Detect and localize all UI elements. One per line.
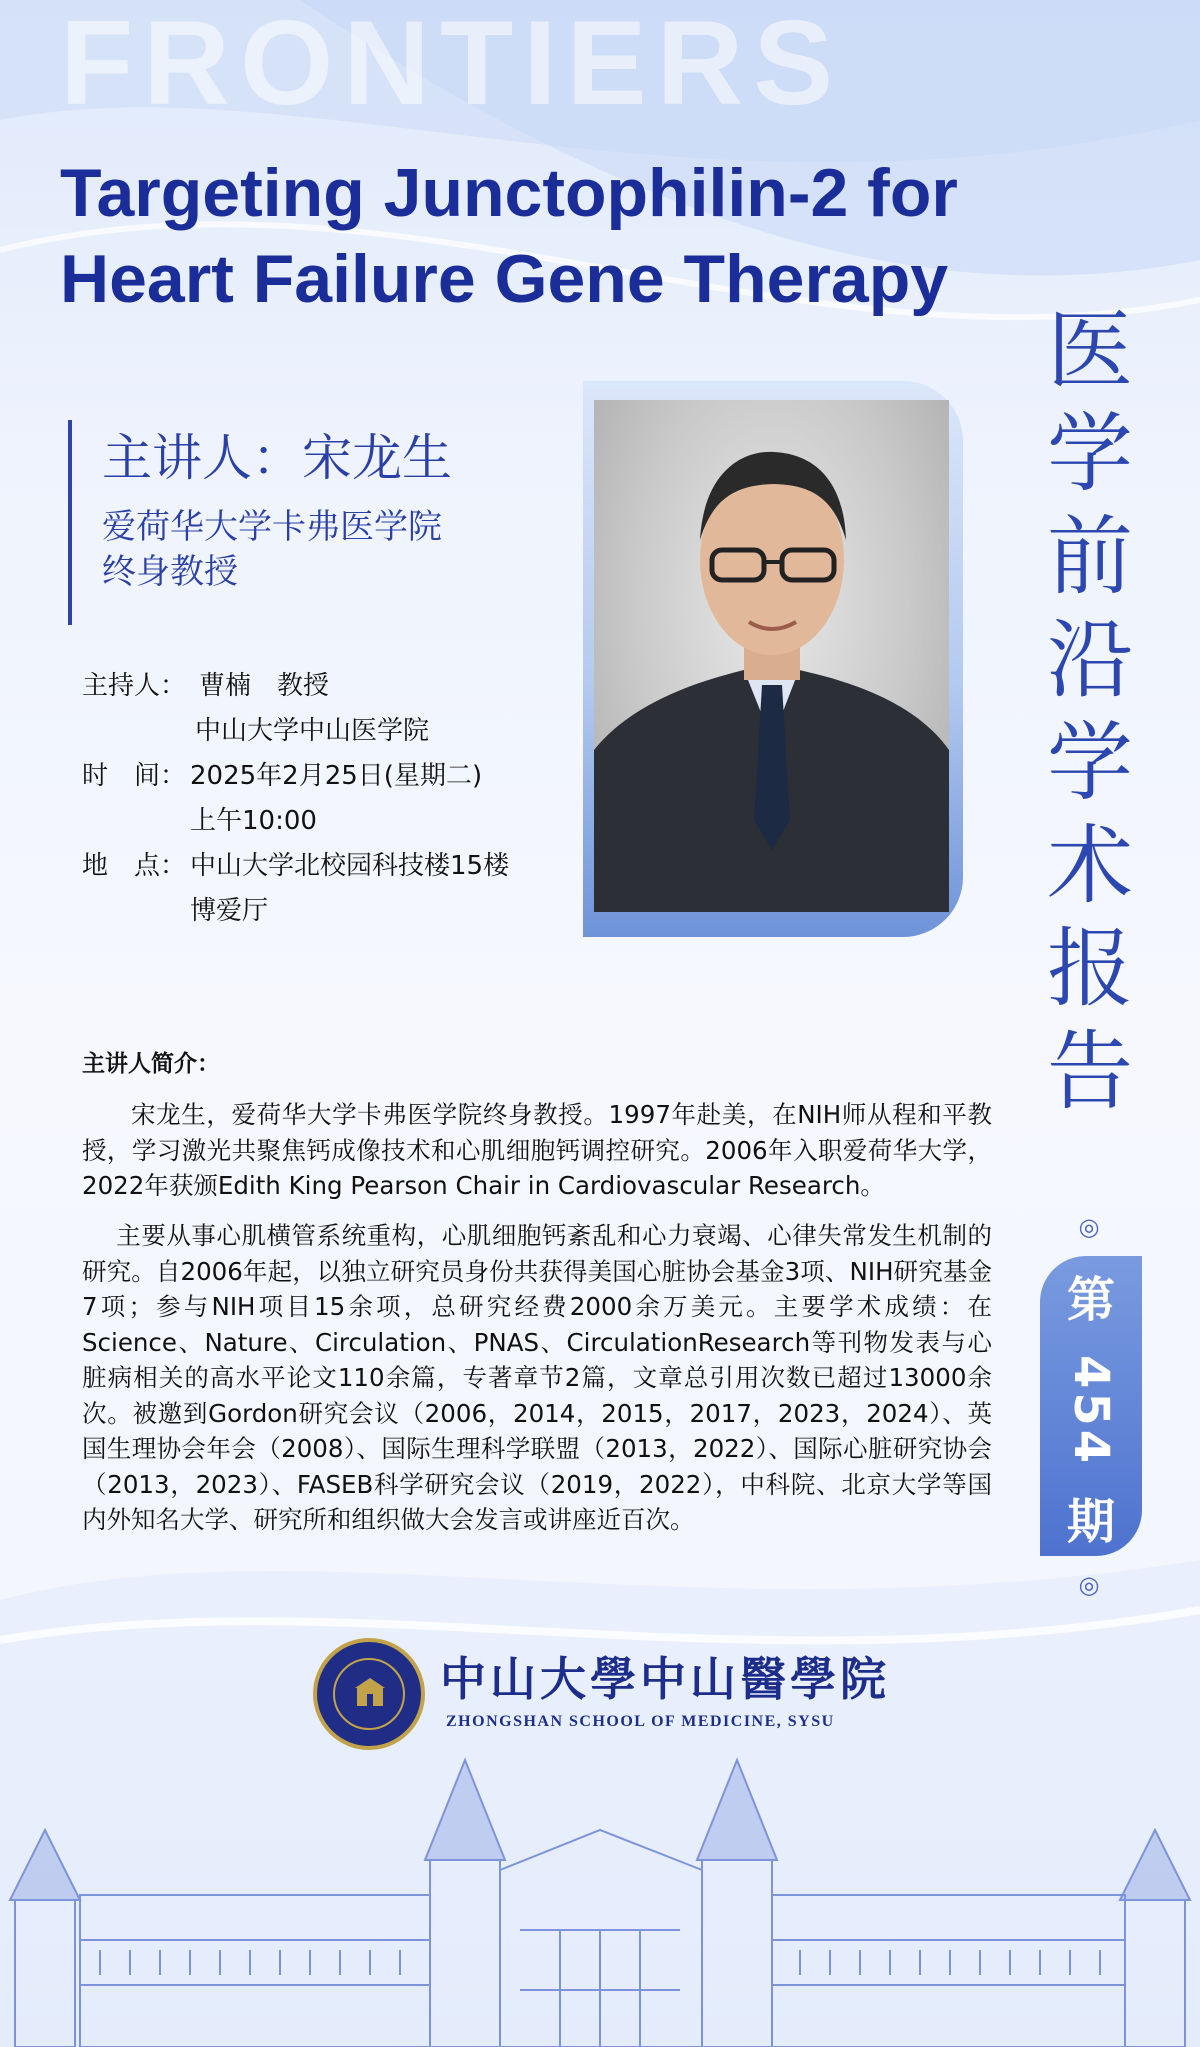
host-value: 曹楠 教授 <box>199 671 330 701</box>
series-title-char: 术 <box>1047 816 1133 916</box>
speaker-name: 主讲人：宋龙生 <box>102 429 452 487</box>
host-label: 主持人： <box>82 671 187 701</box>
speaker-photo <box>594 400 949 912</box>
series-title-char: 学 <box>1047 404 1133 504</box>
host-row <box>82 665 329 702</box>
series-title-char: 告 <box>1047 1022 1133 1122</box>
intro-heading: 主讲人简介： <box>82 1051 220 1077</box>
speaker-accent-bar <box>68 420 72 625</box>
school-name-english: ZHONGSHAN SCHOOL OF MEDICINE, SYSU <box>446 1713 835 1730</box>
talk-title-line2: Heart Failure Gene Therapy <box>60 241 949 317</box>
issue-suffix: 期 <box>1066 1494 1115 1550</box>
talk-title <box>60 150 1060 322</box>
series-title-char: 前 <box>1047 507 1133 607</box>
series-title-char: 报 <box>1047 919 1133 1019</box>
series-title-char: 沿 <box>1047 610 1133 710</box>
speaker-affiliation-line1: 爱荷华大学卡弗医学院 <box>102 507 442 547</box>
place-row <box>82 845 509 882</box>
school-name-chinese: 中山大學中山醫學院 <box>440 1652 890 1706</box>
time-value-2: 上午10:00 <box>190 806 317 836</box>
ring-icon: ◎ <box>1078 1571 1100 1599</box>
time-value: 2025年2月25日(星期二) <box>190 761 483 791</box>
speaker-affiliation-line2: 终身教授 <box>102 552 238 592</box>
intro-paragraph-1: 宋龙生，爱荷华大学卡弗医学院终身教授。1997年赴美，在NIH师从程和平教授，学习激光共聚焦钙成像技术和心肌细胞钙调控研究。2006年入职爱荷华大学，2022年获颁Edith King Pearson Chair in Cardiovascular Research。 <box>82 1100 992 1200</box>
ring-icon: ◎ <box>1078 1213 1100 1241</box>
issue-prefix: 第 <box>1066 1272 1115 1328</box>
series-title-vertical <box>1040 300 1140 1124</box>
university-seal-icon <box>313 1638 425 1750</box>
series-title-char: 医 <box>1047 301 1133 401</box>
speaker-portrait-icon <box>594 400 949 912</box>
intro-paragraph-2: 主要从事心肌横管系统重构，心肌细胞钙紊乱和心力衰竭、心律失常发生机制的研究。自2006年起，以独立研究员身份共获得美国心脏协会基金3项、NIH研究基金7项；参与NIH项目15余项，总研究经费2000余万美元。主要学术成绩：在Science、Nature、Circulation、PNAS、CirculationResearch等刊物发表与心脏病相关的高水平论文110余篇，专著章节2篇，文章总引用次数已超过13000余次。被邀到Gordon研究会议（2006，2014，2015，2017，2023，2024）、英国生理协会年会（2008）、国际生理科学联盟（2013，2022）、国际心脏研究协会（2013，2023）、FASEB科学研究会议（2019，2022），中科院、北京大学等国内外知名大学、研究所和组织做大会发言或讲座近百次。 <box>82 1221 992 1534</box>
time-row <box>82 755 482 792</box>
talk-title-line1: Targeting Junctophilin-2 for <box>60 155 958 231</box>
time-label: 时 间： <box>82 761 187 791</box>
place-value: 中山大学北校园科技楼15楼 <box>190 851 510 881</box>
host-affiliation: 中山大学中山医学院 <box>195 716 430 746</box>
issue-badge <box>1040 1256 1142 1556</box>
speaker-affiliation <box>102 505 442 595</box>
place-value-2: 博爱厅 <box>190 896 269 926</box>
place-label: 地 点： <box>82 851 187 881</box>
building-illustration <box>0 1750 1200 2047</box>
watermark-text: FRONTIERS <box>60 0 844 130</box>
series-title-char: 学 <box>1047 713 1133 813</box>
issue-number: 454 <box>1063 1354 1119 1468</box>
